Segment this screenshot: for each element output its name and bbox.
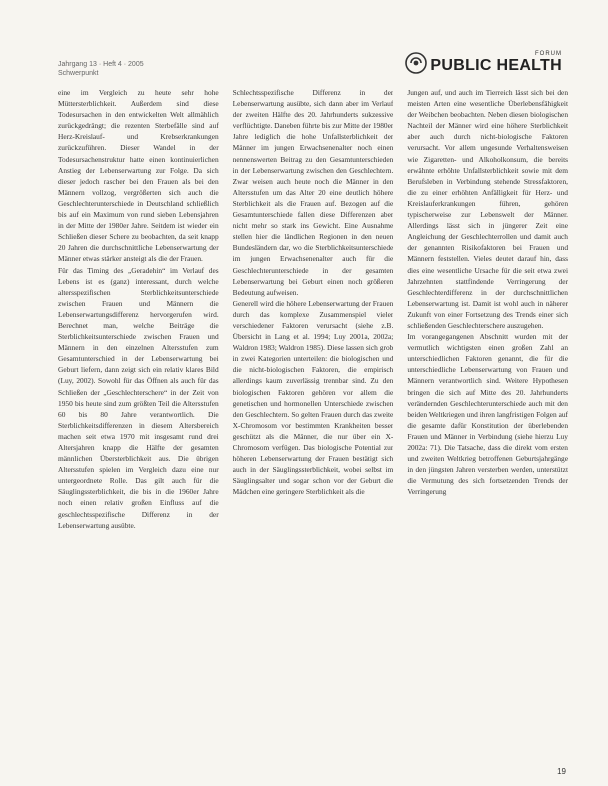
page-number: 19 bbox=[557, 767, 566, 776]
journal-header bbox=[58, 60, 144, 78]
paragraph: Jungen auf, und auch im Tierreich lässt sich bei den meisten Arten eine wesentliche Überlebensfähigkeit der Weibchen beobachten. Neben diesen biologischen Nachteil der Männer wird eine höhere Sterblichkeit aber auch durch nicht-biologische Faktoren verursacht. Vor allem ungesunde Verhaltensweisen wie Zigaretten- und Alkoholkonsum, die bereits erwähnte erhöhte Unfallsterblichkeit sowie mit dem Berufsleben in Verbindung stehende Stressfaktoren, die zu einer erhöhten Anfälligkeit für Herz- und Kreislauferkrankungen führen, gehören typischerweise zur Lebenswelt der Männer. Allerdings lässt sich in jüngerer Zeit eine Angleichung der Geschlechterrollen und damit auch der genannten Risikofaktoren bei Frauen und Männern feststellen. Vieles deutet darauf hin, dass dies eine wesentliche Ursache für die seit etwa zwei Jahrzehnten stattfindende Verringerung der Geschlechterdifferenz in der durchschnittlichen Lebenserwartung ist. Damit ist wohl auch in näherer Zukunft von einer Fortsetzung des Trends einer sich schließenden Geschlechterschere auszugehen. bbox=[407, 88, 569, 330]
text-column-1 bbox=[58, 87, 219, 763]
journal-brand bbox=[405, 51, 562, 74]
paragraph: Generell wird die höhere Lebenserwartung der Frauen durch das komplexe Zusammenspiel vieler verschiedener Faktoren verursacht (siehe z.B. Übersicht in Lang et al. 1994; Luy 2001a, 2002a; Waldron 1983; Waldron 1985). Diese lassen sich grob in zwei Kategorien unterteilen: die biologischen und die nicht-biologischen Faktoren, die empirisch allerdings kaum zuverlässig trennbar sind. Zu den biologischen Faktoren gehören vor allem die genetischen und hormonellen Unterschiede zwischen den Geschlechtern. So gelten Frauen durch das zweite X-Chromosom vor bestimmten Krankheiten besser geschützt als die Männer, die nur über ein X-Chromosom verfügen. Das biologische Potential zur höheren Lebenserwartung der Frauen bestätigt sich auch in der Säuglingssterblichkeit, wobei selbst im Säuglingsalter und sogar schon vor der Geburt die Mädchen eine geringere Sterblichkeit als die bbox=[232, 298, 394, 497]
brand-forum-label: FORUM bbox=[535, 51, 562, 57]
paragraph: Im vorangegangenen Abschnitt wurden mit der vermutlich wichtigsten einen großen Zahl an unterschiedlichen Faktoren genannt, die für die unterschiedliche Lebenserwartung von Frauen und Männern verantwortlich sind. Weitere Hypothesen bringen die sich auf Mitte des 20. Jahrhunderts verändernden Geschlechterunterschiede auch mit den beiden Weltkriegen und ihren langfristigen Folgen auf die gesamte dafür Konstitution der überlebenden Frauen und Männer in Verbindung (siehe hierzu Luy 2002a: 71). Die Tatsache, dass die direkt vom ersten und zweiten Weltkrieg betroffenen Geburtsjahrgänge in den jüngsten Jahren versterben werden, unterstützt die Vermutung des sich fortsetzenden Trends der Verringerung bbox=[407, 332, 569, 497]
text-column-3 bbox=[407, 87, 568, 763]
section-line: Schwerpunkt bbox=[58, 70, 99, 77]
paragraph: Für das Timing des „Geradehin“ im Verlauf des Lebens ist es (ganz) interessant, durch welche altersspezifischen Sterblichkeitsunterschiede zwischen Frauen und Männern die Lebenserwartungsdifferenz hervorgerufen wird. Berechnet man, welche Beiträge die Sterblichkeitsunterschiede zwischen Frauen und Männern in den einzelnen Altersstufen zum Gesamtunterschied in der Lebenserwartung bei Geburt liefern, dann zeigt sich ein relativ klares Bild (Luy, 2002). Sowohl für das Öffnen als auch für das Schließen der „Geschlechterschere“ in der Zeit von 1950 bis heute sind zum größten Teil die Altersstufen 60 bis 80 Jahre verantwortlich. Die Sterblichkeitsdifferenzen in diesem Altersbereich machen seit etwa 1970 mit insgesamt rund drei Altersjahren knapp die Hälfte der gesamten männlichen Übersterblichkeit aus. Die übrigen Altersstufen spielen im Vergleich dazu eine nur untergeordnete Rolle. Das gilt auch für die Säuglingssterblichkeit, die bis in die 1960er Jahre noch einen relativ großen Einfluss auf die geschlechtsspezifische Differenz in der Lebenserwartung ausübte. bbox=[58, 265, 219, 530]
journal-line: Jahrgang 13 · Heft 4 · 2005 bbox=[58, 61, 144, 68]
paragraph: eine im Vergleich zu heute sehr hohe Müttersterblichkeit. Außerdem sind diese Todesursachen in den entwickelten Welt allmählich zurückgedrängt; die rezenten Sterbefälle sind auf Herz-Kreislauf- und Krebserkrankungen zurückzuführen. Dieser Wandel in der Todesursachenstruktur hatte einen kontinuierlichen Anstieg der Lebenserwartung zur Folge. Da sich dieser jedoch rascher bei den Frauen als bei den Männern vollzog, vergrößerten sich auch die Geschlechterunterschiede in Deutschland schließlich bis auf ein Maximum von rund sieben Lebensjahren in der Mitte der 1980er Jahre. Seitdem ist wieder ein Schließen dieser Schere zu beobachten, da seit knapp 20 Jahren die durchschnittliche Lebenserwartung der Männer etwas stärker ansteigt als die der Frauen. bbox=[58, 88, 219, 264]
brand-title: PUBLIC HEALTH bbox=[430, 57, 562, 74]
paragraph: Schlechtsspezifische Differenz in der Lebenserwartung ausübte, sich dann aber im Verlauf der zweiten Hälfte des 20. Jahrhunderts sukzessive verflüchtigte. Daneben führte bis zur Mitte der 1980er Jahre lediglich die hohe Unfallsterblichkeit der Männer im jungen Erwachsenenalter noch einen nennenswerten Beitrag zu den Gesamtunterschieden in der Lebenserwartung zwischen den Geschlechtern. Zwar weisen auch heute noch die Männer in den Altersstufen um das Alter 20 eine deutlich höhere Sterblichkeit als die Frauen auf. Bezogen auf die Gesamtunterschiede fallen diese Differenzen aber nicht mehr so stark ins Gewicht. Eine Ausnahme stellen hier die ländlichen Regionen in den neuen Bundesländern dar, wo die Sterblichkeitsunterschiede im jungen Erwachsenenalter auch für die Geschlechterunterschiede in der gesamten Lebenserwartung bei Geburt einen noch größeren Bedeutung aufweisen. bbox=[232, 88, 394, 297]
public-health-logo-icon bbox=[405, 52, 427, 74]
text-column-2 bbox=[233, 87, 394, 763]
article-body bbox=[58, 87, 568, 763]
